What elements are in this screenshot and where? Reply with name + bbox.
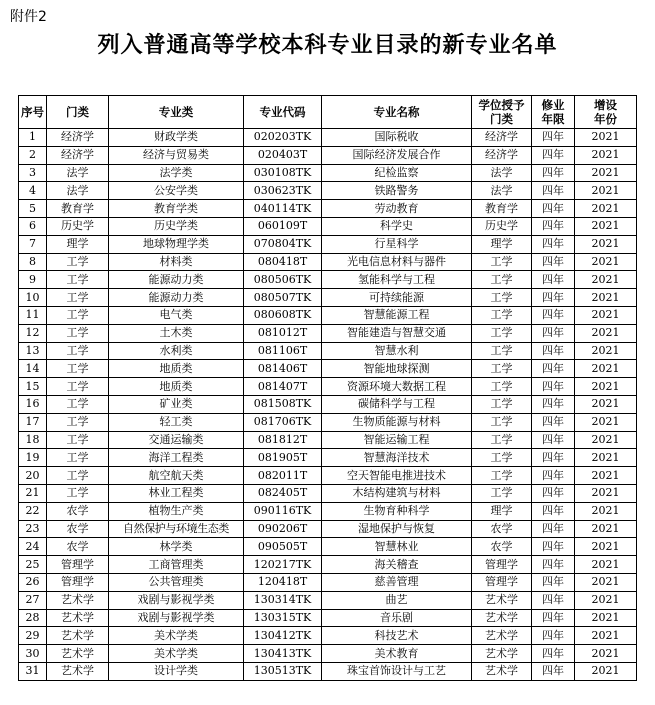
cell-major-class: 美术学类 [109,627,244,645]
cell-index: 1 [19,129,47,147]
cell-major-class: 海洋工程类 [109,449,244,467]
cell-major-class: 地球物理学类 [109,235,244,253]
cell-major-class: 能源动力类 [109,271,244,289]
cell-category: 法学 [47,182,109,200]
cell-code: 120418T [244,573,322,591]
cell-category: 工学 [47,253,109,271]
cell-years: 四年 [532,306,575,324]
table-row [19,467,637,485]
cell-name: 智慧能源工程 [322,306,472,324]
cell-degree: 艺术学 [472,645,532,663]
cell-major-class: 教育学类 [109,200,244,218]
cell-category: 经济学 [47,146,109,164]
cell-code: 030623TK [244,182,322,200]
cell-years: 四年 [532,449,575,467]
cell-years: 四年 [532,609,575,627]
cell-year: 2021 [575,253,637,271]
cell-degree: 法学 [472,164,532,182]
cell-years: 四年 [532,538,575,556]
cell-degree: 工学 [472,360,532,378]
cell-major-class: 法学类 [109,164,244,182]
cell-code: 130315TK [244,609,322,627]
cell-category: 艺术学 [47,591,109,609]
table-row [19,627,637,645]
cell-index: 27 [19,591,47,609]
table-row [19,645,637,663]
cell-name: 慈善管理 [322,573,472,591]
cell-code: 030108TK [244,164,322,182]
cell-category: 法学 [47,164,109,182]
cell-index: 29 [19,627,47,645]
header-year-line2: 年份 [594,112,617,126]
cell-year: 2021 [575,395,637,413]
table-row [19,556,637,574]
header-year [575,96,637,129]
cell-index: 7 [19,235,47,253]
cell-code: 130413TK [244,645,322,663]
cell-name: 科学史 [322,217,472,235]
table-row [19,538,637,556]
cell-year: 2021 [575,502,637,520]
cell-degree: 经济学 [472,146,532,164]
cell-name: 木结构建筑与材料 [322,484,472,502]
header-major-class: 专业类 [109,96,244,129]
cell-index: 12 [19,324,47,342]
cell-year: 2021 [575,182,637,200]
cell-major-class: 历史学类 [109,217,244,235]
cell-category: 艺术学 [47,609,109,627]
cell-major-class: 轻工类 [109,413,244,431]
page-title: 列入普通高等学校本科专业目录的新专业名单 [97,32,558,58]
cell-degree: 艺术学 [472,627,532,645]
cell-index: 25 [19,556,47,574]
cell-name: 空天智能电推进技术 [322,467,472,485]
cell-category: 艺术学 [47,645,109,663]
cell-category: 工学 [47,484,109,502]
cell-code: 081706TK [244,413,322,431]
cell-major-class: 自然保护与环境生态类 [109,520,244,538]
cell-years: 四年 [532,573,575,591]
table-row [19,413,637,431]
cell-index: 19 [19,449,47,467]
cell-major-class: 材料类 [109,253,244,271]
table-row [19,253,637,271]
header-index: 序号 [19,96,47,129]
cell-major-class: 公共管理类 [109,573,244,591]
cell-index: 20 [19,467,47,485]
cell-year: 2021 [575,217,637,235]
cell-index: 6 [19,217,47,235]
cell-years: 四年 [532,217,575,235]
cell-degree: 艺术学 [472,591,532,609]
cell-name: 可持续能源 [322,289,472,307]
cell-category: 教育学 [47,200,109,218]
cell-year: 2021 [575,378,637,396]
cell-name: 智慧林业 [322,538,472,556]
cell-degree: 工学 [472,378,532,396]
cell-name: 智能运输工程 [322,431,472,449]
table-row [19,271,637,289]
cell-category: 工学 [47,306,109,324]
cell-index: 18 [19,431,47,449]
cell-name: 光电信息材料与器件 [322,253,472,271]
cell-category: 工学 [47,360,109,378]
cell-years: 四年 [532,502,575,520]
cell-index: 30 [19,645,47,663]
cell-major-class: 林学类 [109,538,244,556]
cell-years: 四年 [532,645,575,663]
cell-code: 020203TK [244,129,322,147]
cell-code: 081508TK [244,395,322,413]
cell-major-class: 戏剧与影视学类 [109,609,244,627]
cell-years: 四年 [532,253,575,271]
table-row [19,662,637,680]
cell-year: 2021 [575,413,637,431]
table-row [19,217,637,235]
cell-code: 080418T [244,253,322,271]
cell-category: 农学 [47,520,109,538]
cell-degree: 工学 [472,484,532,502]
header-degree-line2: 门类 [490,112,513,126]
cell-years: 四年 [532,182,575,200]
cell-major-class: 地质类 [109,378,244,396]
cell-code: 080608TK [244,306,322,324]
cell-year: 2021 [575,573,637,591]
cell-category: 工学 [47,378,109,396]
cell-year: 2021 [575,627,637,645]
cell-major-class: 植物生产类 [109,502,244,520]
header-year-line1: 增设 [594,98,617,112]
cell-years: 四年 [532,627,575,645]
table-row [19,360,637,378]
cell-degree: 工学 [472,431,532,449]
table-row [19,431,637,449]
table-row [19,306,637,324]
cell-index: 9 [19,271,47,289]
table-row [19,235,637,253]
cell-major-class: 能源动力类 [109,289,244,307]
cell-category: 历史学 [47,217,109,235]
cell-name: 智慧海洋技术 [322,449,472,467]
cell-code: 081812T [244,431,322,449]
cell-years: 四年 [532,431,575,449]
cell-years: 四年 [532,520,575,538]
header-degree-line1: 学位授予 [478,98,525,112]
cell-year: 2021 [575,520,637,538]
cell-years: 四年 [532,395,575,413]
cell-name: 音乐剧 [322,609,472,627]
cell-degree: 艺术学 [472,662,532,680]
cell-index: 5 [19,200,47,218]
cell-code: 090116TK [244,502,322,520]
cell-major-class: 矿业类 [109,395,244,413]
cell-year: 2021 [575,360,637,378]
cell-degree: 工学 [472,306,532,324]
cell-name: 海关稽查 [322,556,472,574]
cell-code: 130412TK [244,627,322,645]
cell-year: 2021 [575,146,637,164]
table-row [19,342,637,360]
cell-years: 四年 [532,413,575,431]
cell-name: 智能建造与智慧交通 [322,324,472,342]
cell-category: 工学 [47,324,109,342]
header-degree [472,96,532,129]
cell-category: 工学 [47,342,109,360]
cell-major-class: 公安学类 [109,182,244,200]
header-category: 门类 [47,96,109,129]
cell-name: 曲艺 [322,591,472,609]
cell-year: 2021 [575,324,637,342]
cell-degree: 工学 [472,253,532,271]
cell-major-class: 财政学类 [109,129,244,147]
table-row [19,378,637,396]
cell-year: 2021 [575,645,637,663]
cell-major-class: 工商管理类 [109,556,244,574]
cell-name: 行星科学 [322,235,472,253]
cell-degree: 管理学 [472,556,532,574]
header-code: 专业代码 [244,96,322,129]
cell-years: 四年 [532,484,575,502]
cell-year: 2021 [575,306,637,324]
cell-major-class: 美术学类 [109,645,244,663]
table-row [19,449,637,467]
cell-year: 2021 [575,200,637,218]
table-row [19,146,637,164]
table-row [19,609,637,627]
table-row [19,129,637,147]
cell-index: 23 [19,520,47,538]
cell-name: 铁路警务 [322,182,472,200]
cell-year: 2021 [575,538,637,556]
cell-index: 14 [19,360,47,378]
cell-name: 湿地保护与恢复 [322,520,472,538]
cell-name: 生物育种科学 [322,502,472,520]
cell-years: 四年 [532,129,575,147]
majors-table [18,95,637,681]
cell-years: 四年 [532,662,575,680]
cell-category: 艺术学 [47,627,109,645]
cell-code: 081106T [244,342,322,360]
cell-years: 四年 [532,591,575,609]
cell-index: 10 [19,289,47,307]
table-row [19,573,637,591]
cell-major-class: 戏剧与影视学类 [109,591,244,609]
cell-degree: 工学 [472,271,532,289]
cell-major-class: 航空航天类 [109,467,244,485]
cell-degree: 管理学 [472,573,532,591]
cell-category: 理学 [47,235,109,253]
cell-index: 13 [19,342,47,360]
table-row [19,520,637,538]
cell-category: 工学 [47,467,109,485]
cell-code: 081905T [244,449,322,467]
cell-name: 资源环境大数据工程 [322,378,472,396]
cell-degree: 艺术学 [472,609,532,627]
cell-category: 工学 [47,395,109,413]
cell-years: 四年 [532,164,575,182]
cell-index: 31 [19,662,47,680]
cell-year: 2021 [575,484,637,502]
cell-category: 农学 [47,538,109,556]
cell-code: 020403T [244,146,322,164]
cell-degree: 工学 [472,289,532,307]
cell-name: 劳动教育 [322,200,472,218]
cell-code: 080507TK [244,289,322,307]
cell-major-class: 交通运输类 [109,431,244,449]
cell-years: 四年 [532,360,575,378]
cell-name: 碳储科学与工程 [322,395,472,413]
cell-year: 2021 [575,235,637,253]
cell-category: 管理学 [47,556,109,574]
cell-index: 22 [19,502,47,520]
cell-category: 经济学 [47,129,109,147]
header-years-line1: 修业 [541,98,565,112]
cell-code: 120217TK [244,556,322,574]
cell-major-class: 土木类 [109,324,244,342]
cell-name: 智慧水利 [322,342,472,360]
cell-index: 26 [19,573,47,591]
cell-year: 2021 [575,467,637,485]
cell-name: 珠宝首饰设计与工艺 [322,662,472,680]
cell-degree: 工学 [472,467,532,485]
cell-degree: 历史学 [472,217,532,235]
table-row [19,395,637,413]
cell-category: 艺术学 [47,662,109,680]
cell-index: 3 [19,164,47,182]
cell-index: 11 [19,306,47,324]
cell-category: 农学 [47,502,109,520]
cell-year: 2021 [575,449,637,467]
cell-years: 四年 [532,271,575,289]
cell-degree: 理学 [472,235,532,253]
cell-code: 082405T [244,484,322,502]
cell-index: 28 [19,609,47,627]
cell-code: 081406T [244,360,322,378]
cell-years: 四年 [532,467,575,485]
cell-index: 21 [19,484,47,502]
table-row [19,484,637,502]
table-row [19,182,637,200]
cell-category: 工学 [47,431,109,449]
cell-name: 美术教育 [322,645,472,663]
cell-name: 氢能科学与工程 [322,271,472,289]
table-row [19,591,637,609]
header-name: 专业名称 [322,96,472,129]
cell-years: 四年 [532,556,575,574]
cell-index: 2 [19,146,47,164]
cell-degree: 农学 [472,538,532,556]
cell-category: 管理学 [47,573,109,591]
table-row [19,502,637,520]
cell-degree: 工学 [472,449,532,467]
cell-degree: 工学 [472,342,532,360]
cell-name: 科技艺术 [322,627,472,645]
cell-year: 2021 [575,609,637,627]
cell-years: 四年 [532,200,575,218]
cell-years: 四年 [532,235,575,253]
cell-major-class: 电气类 [109,306,244,324]
cell-years: 四年 [532,146,575,164]
table-row [19,164,637,182]
cell-degree: 工学 [472,324,532,342]
cell-major-class: 林业工程类 [109,484,244,502]
cell-code: 080506TK [244,271,322,289]
cell-code: 081407T [244,378,322,396]
cell-year: 2021 [575,431,637,449]
header-years [532,96,575,129]
cell-year: 2021 [575,129,637,147]
cell-degree: 工学 [472,395,532,413]
table-header-row [19,96,637,129]
cell-category: 工学 [47,289,109,307]
cell-code: 130513TK [244,662,322,680]
cell-code: 082011T [244,467,322,485]
cell-years: 四年 [532,342,575,360]
cell-code: 081012T [244,324,322,342]
cell-index: 15 [19,378,47,396]
cell-code: 090206T [244,520,322,538]
cell-degree: 经济学 [472,129,532,147]
cell-major-class: 水利类 [109,342,244,360]
cell-degree: 法学 [472,182,532,200]
header-years-line2: 年限 [541,112,565,126]
cell-index: 17 [19,413,47,431]
cell-index: 8 [19,253,47,271]
cell-name: 纪检监察 [322,164,472,182]
cell-name: 国际经济发展合作 [322,146,472,164]
table-row [19,200,637,218]
cell-degree: 教育学 [472,200,532,218]
cell-code: 090505T [244,538,322,556]
cell-category: 工学 [47,413,109,431]
cell-year: 2021 [575,342,637,360]
cell-degree: 理学 [472,502,532,520]
cell-code: 070804TK [244,235,322,253]
cell-index: 4 [19,182,47,200]
cell-category: 工学 [47,449,109,467]
cell-name: 生物质能源与材料 [322,413,472,431]
cell-index: 16 [19,395,47,413]
cell-code: 060109T [244,217,322,235]
cell-years: 四年 [532,378,575,396]
cell-major-class: 地质类 [109,360,244,378]
cell-category: 工学 [47,271,109,289]
cell-name: 国际税收 [322,129,472,147]
table-row [19,289,637,307]
cell-degree: 农学 [472,520,532,538]
cell-years: 四年 [532,324,575,342]
cell-name: 智能地球探测 [322,360,472,378]
cell-year: 2021 [575,662,637,680]
cell-code: 130314TK [244,591,322,609]
cell-year: 2021 [575,164,637,182]
cell-years: 四年 [532,289,575,307]
cell-major-class: 经济与贸易类 [109,146,244,164]
table-body [19,129,637,681]
cell-year: 2021 [575,271,637,289]
cell-degree: 工学 [472,413,532,431]
cell-year: 2021 [575,591,637,609]
table-row [19,324,637,342]
cell-major-class: 设计学类 [109,662,244,680]
cell-year: 2021 [575,289,637,307]
cell-code: 040114TK [244,200,322,218]
cell-year: 2021 [575,556,637,574]
cell-index: 24 [19,538,47,556]
attachment-label: 附件2 [10,9,47,25]
